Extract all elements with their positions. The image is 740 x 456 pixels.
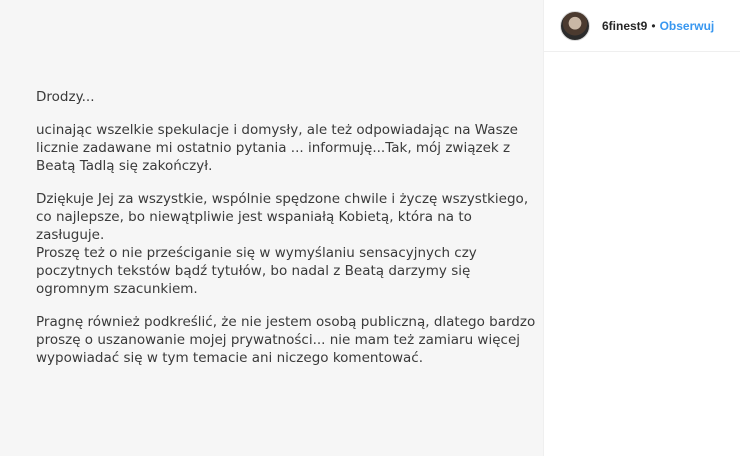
letter-text — [36, 88, 536, 382]
avatar[interactable] — [560, 11, 590, 41]
letter-paragraph: Proszę też o nie prześciganie się w wymyślaniu sensacyjnych czy poczytnych tekstów bądź tytułów, bo nadal z Beatą darzymy się ogromnym szacunkiem. — [36, 245, 477, 297]
username-link[interactable]: 6finest9 — [602, 18, 648, 33]
letter-paragraph: ucinając wszelkie spekulacje i domysły, ale też odpowiadając na Wasze licznie zadawane mi ostatnio pytania ... informuję...Tak, mój związek z Beatą Tadlą się zakończył. — [36, 122, 518, 174]
separator-dot: • — [651, 18, 656, 33]
letter-paragraph: Dziękuje Jej za wszystkie, wspólnie spędzone chwile i życzę wszystkiego, co najlepsze, bo niewątpliwie jest wspaniałą Kobietą, która na to zasługuje. — [36, 191, 529, 243]
follow-button[interactable]: Obserwuj — [659, 18, 715, 33]
letter-paragraph: Pragnę również podkreślić, że nie jestem osobą publiczną, dlatego bardzo proszę o uszanowanie mojej prywatności... nie mam też zamiaru więcej wypowiadać się w tym temacie ani niczego komentować. — [36, 314, 536, 366]
letter-greeting: Drodzy... — [36, 89, 95, 105]
post-side-panel — [543, 0, 740, 456]
post-header — [544, 0, 740, 52]
